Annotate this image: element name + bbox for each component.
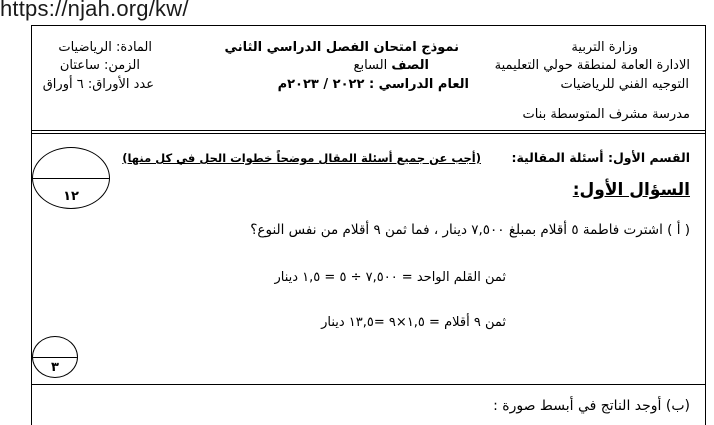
marks-circle-part-a [32,336,78,378]
source-url[interactable]: https://njah.org/kw/ [0,0,189,21]
header-divider [31,130,706,131]
time-field: الزمن: ساعتان [59,58,140,73]
marks-circle-section [32,147,110,209]
question-1-part-b: (ب) أوجد الناتج في أبسط صورة : [493,398,690,414]
grade-value: السابع [353,58,388,73]
academic-year [278,77,469,93]
school-name: مدرسة مشرف المتوسطة بنات [522,107,690,122]
question-1-title: السؤال الأول: [572,180,690,200]
grade-line [354,58,429,74]
year-label: العام الدراسي : [368,77,469,92]
guidance-dept: التوجيه الفني للرياضيات [560,77,689,92]
marks-total: ١٢ [63,189,79,204]
circle-divider [33,357,77,358]
directorate-name: الادارة العامة لمنطقة حولي التعليمية [494,58,690,73]
solution-step-2: ثمن ٩ أقلام = ١,٥×٩ =١٣,٥ دينار [321,315,506,330]
section-title: القسم الأول: أسئلة المقالية: [511,150,690,165]
frame-top-border [31,25,706,26]
grade-label: الصف [391,58,429,73]
year-value: ٢٠٢٢ / ٢٠٢٣م [277,77,365,92]
subject-field: المادة: الرياضيات [58,40,152,55]
header-divider-double [31,133,706,134]
exam-title: نموذج امتحان الفصل الدراسي الثاني [224,40,459,55]
solution-step-1: ثمن القلم الواحد = ٧,٥٠٠ ÷ ٥ = ١,٥ دينار [274,270,506,285]
ministry-name: وزارة التربية [571,40,638,55]
section-instruction: (أجب عن جميع أسئلة المقال موضحاً خطوات الحل في كل منها) [122,151,481,165]
circle-divider [33,178,109,179]
question-1-part-a: ( أ ) اشترت فاطمة ٥ أقلام بمبلغ ٧,٥٠٠ دينار ، فما ثمن ٩ أقلام من نفس النوع؟ [250,222,690,238]
part-divider [31,384,706,385]
pages-field: عدد الأوراق: ٦ أوراق [42,77,154,92]
marks-part-a: ٣ [51,360,59,375]
